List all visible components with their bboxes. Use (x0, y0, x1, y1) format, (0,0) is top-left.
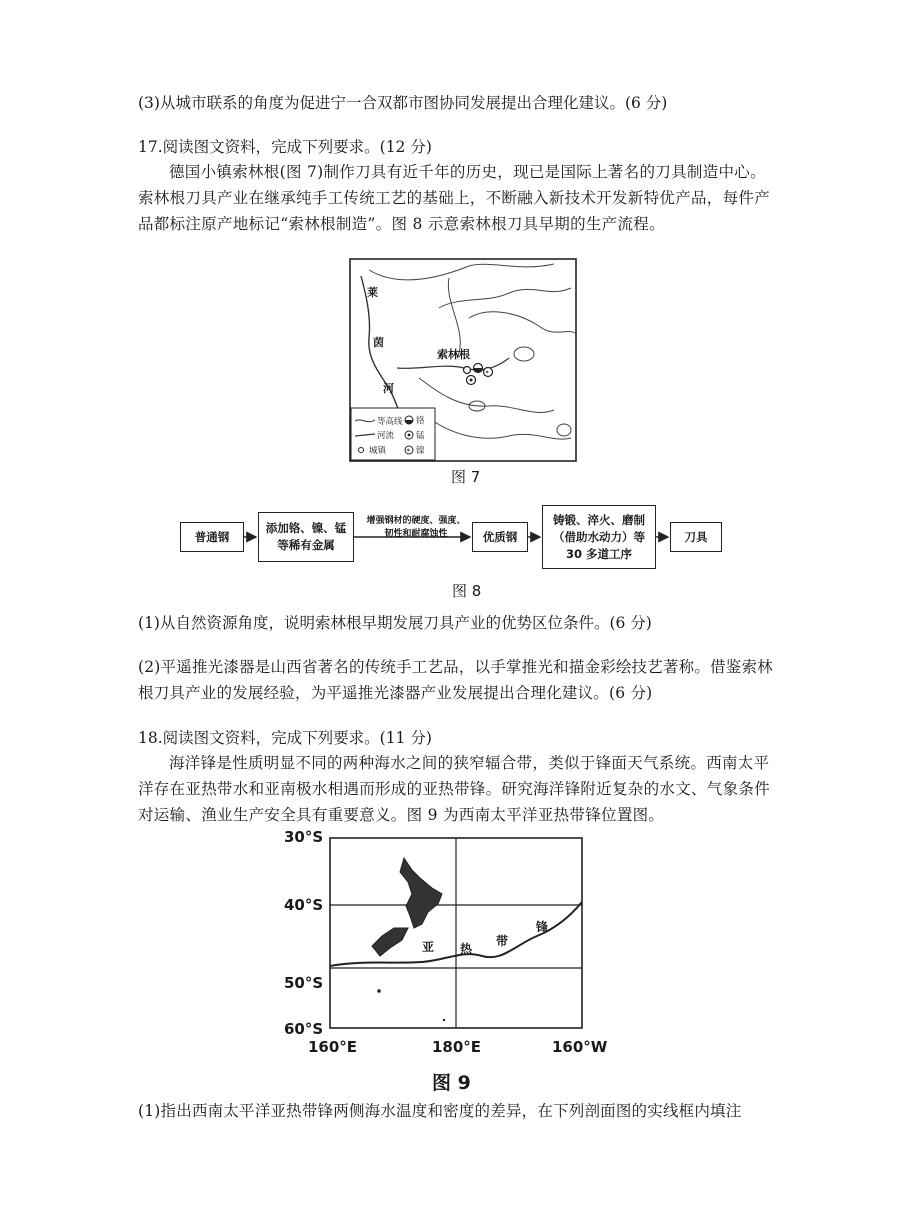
fig7-map (349, 258, 577, 462)
fig7-river-char-3: 河 (383, 382, 394, 395)
fig9-front-char-3: 带 (496, 934, 509, 948)
q17-intro: 德国小镇索林根(图 7)制作刀具有近千年的历史，现已是国际上著名的刀具制造中心。索林根刀具产业在继承纯手工传统工艺的基础上，不断融入新技术开发新特优产品，每件产品都标注原产地标记“索林根制造”。图 8 示意索林根刀具早期的生产流程。 (138, 163, 771, 233)
fig9-map-svg (282, 828, 622, 1060)
q16-sub3: (3)从城市联系的角度为促进宁一合双都市图协同发展提出合理化建议。(6 分) (138, 94, 668, 112)
legend-manganese: 锰 (416, 431, 425, 441)
q17-sub2: (2)平遥推光漆器是山西省著名的传统手工艺品，以手掌推光和描金彩绘技艺著称。借鉴索林根刀具产业的发展经验，为平遥推光漆器产业发展提出合理化建议。(6 分) (138, 658, 773, 702)
fig9-lon-180e: 180°E (432, 1038, 482, 1056)
fig9-lat-60s: 60°S (284, 1020, 324, 1038)
legend-river: 河流 (377, 431, 395, 441)
fig8-caption: 图 8 (452, 582, 482, 600)
q18-sub1: (1)指出西南太平洋亚热带锋两侧海水温度和密度的差异，在下列剖面图的实线框内填注 (138, 1102, 742, 1120)
fig9-front-char-4: 锋 (536, 920, 549, 934)
svg-text:*: * (406, 448, 410, 455)
fig7-town-label: 索林根 (437, 348, 470, 361)
q18-intro: 海洋锋是性质明显不同的两种海水之间的狭窄辐合带，类似于锋面天气系统。西南太平洋存在亚热带水和亚南极水相遇而形成的亚热带锋。研究海洋锋附近复杂的水文、气象条件对运输、渔业生产安全具有重要意义。图 9 为西南太平洋亚热带锋位置图。 (138, 754, 771, 824)
flow-step-1: 普通钢 (180, 522, 244, 552)
legend-town: 城镇 (369, 446, 387, 456)
legend-chromium: 铬 (416, 416, 425, 426)
flow-step-5: 刀具 (670, 522, 722, 552)
legend-nickel: 镍 (416, 446, 425, 456)
fig9-lon-160w: 160°W (552, 1038, 608, 1056)
flow-arrow-note: 增强钢材的硬度、强度、韧性和耐腐蚀性 (366, 516, 466, 539)
flow-step-4: 铸锻、淬火、磨制（借助水动力）等 30 多道工序 (542, 505, 656, 569)
fig9-lat-50s: 50°S (284, 974, 324, 992)
fig7-caption: 图 7 (451, 468, 481, 486)
q18-heading: 18.阅读图文资料，完成下列要求。(11 分) (138, 729, 432, 747)
fig9-caption: 图 9 (432, 1072, 471, 1094)
q17-sub1: (1)从自然资源角度，说明索林根早期发展刀具产业的优势区位条件。(6 分) (138, 614, 652, 632)
svg-text:*: * (485, 370, 489, 377)
q17-heading: 17.阅读图文资料，完成下列要求。(12 分) (138, 138, 432, 156)
fig9-map (282, 828, 622, 1060)
flow-step-2: 添加铬、镍、锰等稀有金属 (258, 512, 354, 562)
fig9-front-char-1: 亚 (422, 940, 435, 954)
fig8-flowchart (180, 505, 722, 575)
flow-step-3: 优质钢 (472, 522, 528, 552)
fig9-lat-30s: 30°S (284, 828, 324, 846)
fig7-river-char-2: 茵 (373, 336, 384, 349)
fig9-lat-40s: 40°S (284, 896, 324, 914)
fig9-front-char-2: 热 (460, 942, 473, 956)
fig7-river-char-1: 莱 (367, 286, 378, 299)
legend-contour: 等高线 (377, 417, 403, 427)
fig9-lon-160e: 160°E (308, 1038, 358, 1056)
